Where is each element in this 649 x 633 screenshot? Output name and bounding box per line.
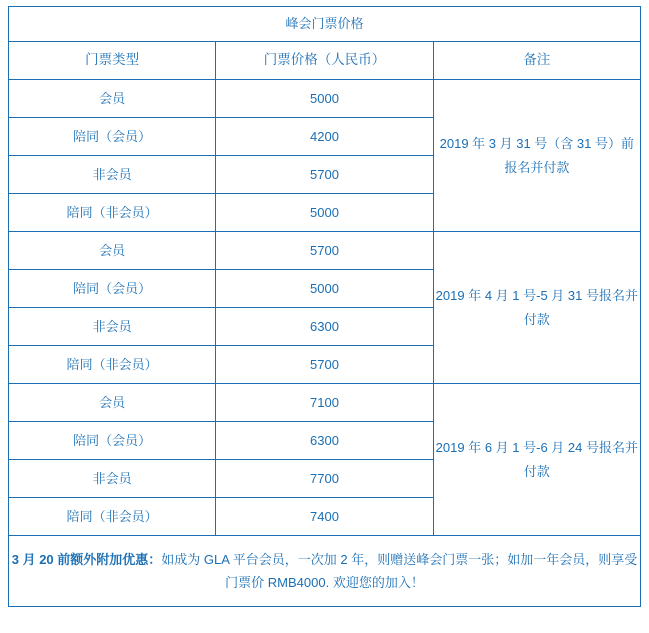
- cell-ticket-type: 会员: [9, 80, 216, 118]
- header-ticket-price: 门票价格（人民币）: [216, 42, 433, 80]
- cell-ticket-type: 非会员: [9, 308, 216, 346]
- header-remark: 备注: [433, 42, 640, 80]
- summit-ticket-price-table: [8, 6, 641, 607]
- table-row: [9, 232, 641, 270]
- cell-ticket-type: 会员: [9, 232, 216, 270]
- cell-ticket-price: 5700: [216, 346, 433, 384]
- cell-remark: 2019 年 3 月 31 号（含 31 号）前报名并付款: [433, 80, 640, 232]
- table-row: [9, 80, 641, 118]
- price-document: [0, 6, 649, 633]
- cell-ticket-type: 会员: [9, 384, 216, 422]
- cell-ticket-type: 陪同（非会员）: [9, 498, 216, 536]
- footer-row: [9, 536, 641, 607]
- cell-ticket-price: 6300: [216, 422, 433, 460]
- cell-remark: 2019 年 4 月 1 号-5 月 31 号报名并付款: [433, 232, 640, 384]
- cell-ticket-price: 5700: [216, 156, 433, 194]
- cell-ticket-price: 7100: [216, 384, 433, 422]
- cell-ticket-price: 6300: [216, 308, 433, 346]
- cell-ticket-price: 5000: [216, 194, 433, 232]
- promotion-note-text: 如成为 GLA 平台会员，一次加 2 年，则赠送峰会门票一张；如加一年会员，则享受门票价 RMB4000. 欢迎您的加入！: [161, 551, 638, 590]
- promotion-note-label: 3 月 20 前额外附加优惠：: [11, 551, 162, 567]
- cell-ticket-price: 5000: [216, 270, 433, 308]
- page-title: 峰会门票价格: [9, 7, 641, 42]
- cell-ticket-type: 陪同（会员）: [9, 422, 216, 460]
- title-row: [9, 7, 641, 42]
- cell-ticket-type: 非会员: [9, 460, 216, 498]
- cell-ticket-price: 7400: [216, 498, 433, 536]
- table-row: [9, 384, 641, 422]
- table-header-row: [9, 42, 641, 80]
- cell-ticket-type: 陪同（非会员）: [9, 346, 216, 384]
- cell-ticket-type: 陪同（会员）: [9, 118, 216, 156]
- header-ticket-type: 门票类型: [9, 42, 216, 80]
- cell-ticket-type: 非会员: [9, 156, 216, 194]
- cell-remark: 2019 年 6 月 1 号-6 月 24 号报名并付款: [433, 384, 640, 536]
- cell-ticket-price: 7700: [216, 460, 433, 498]
- cell-ticket-type: 陪同（非会员）: [9, 194, 216, 232]
- cell-ticket-price: 4200: [216, 118, 433, 156]
- cell-ticket-price: 5700: [216, 232, 433, 270]
- promotion-note: [9, 536, 641, 607]
- cell-ticket-type: 陪同（会员）: [9, 270, 216, 308]
- cell-ticket-price: 5000: [216, 80, 433, 118]
